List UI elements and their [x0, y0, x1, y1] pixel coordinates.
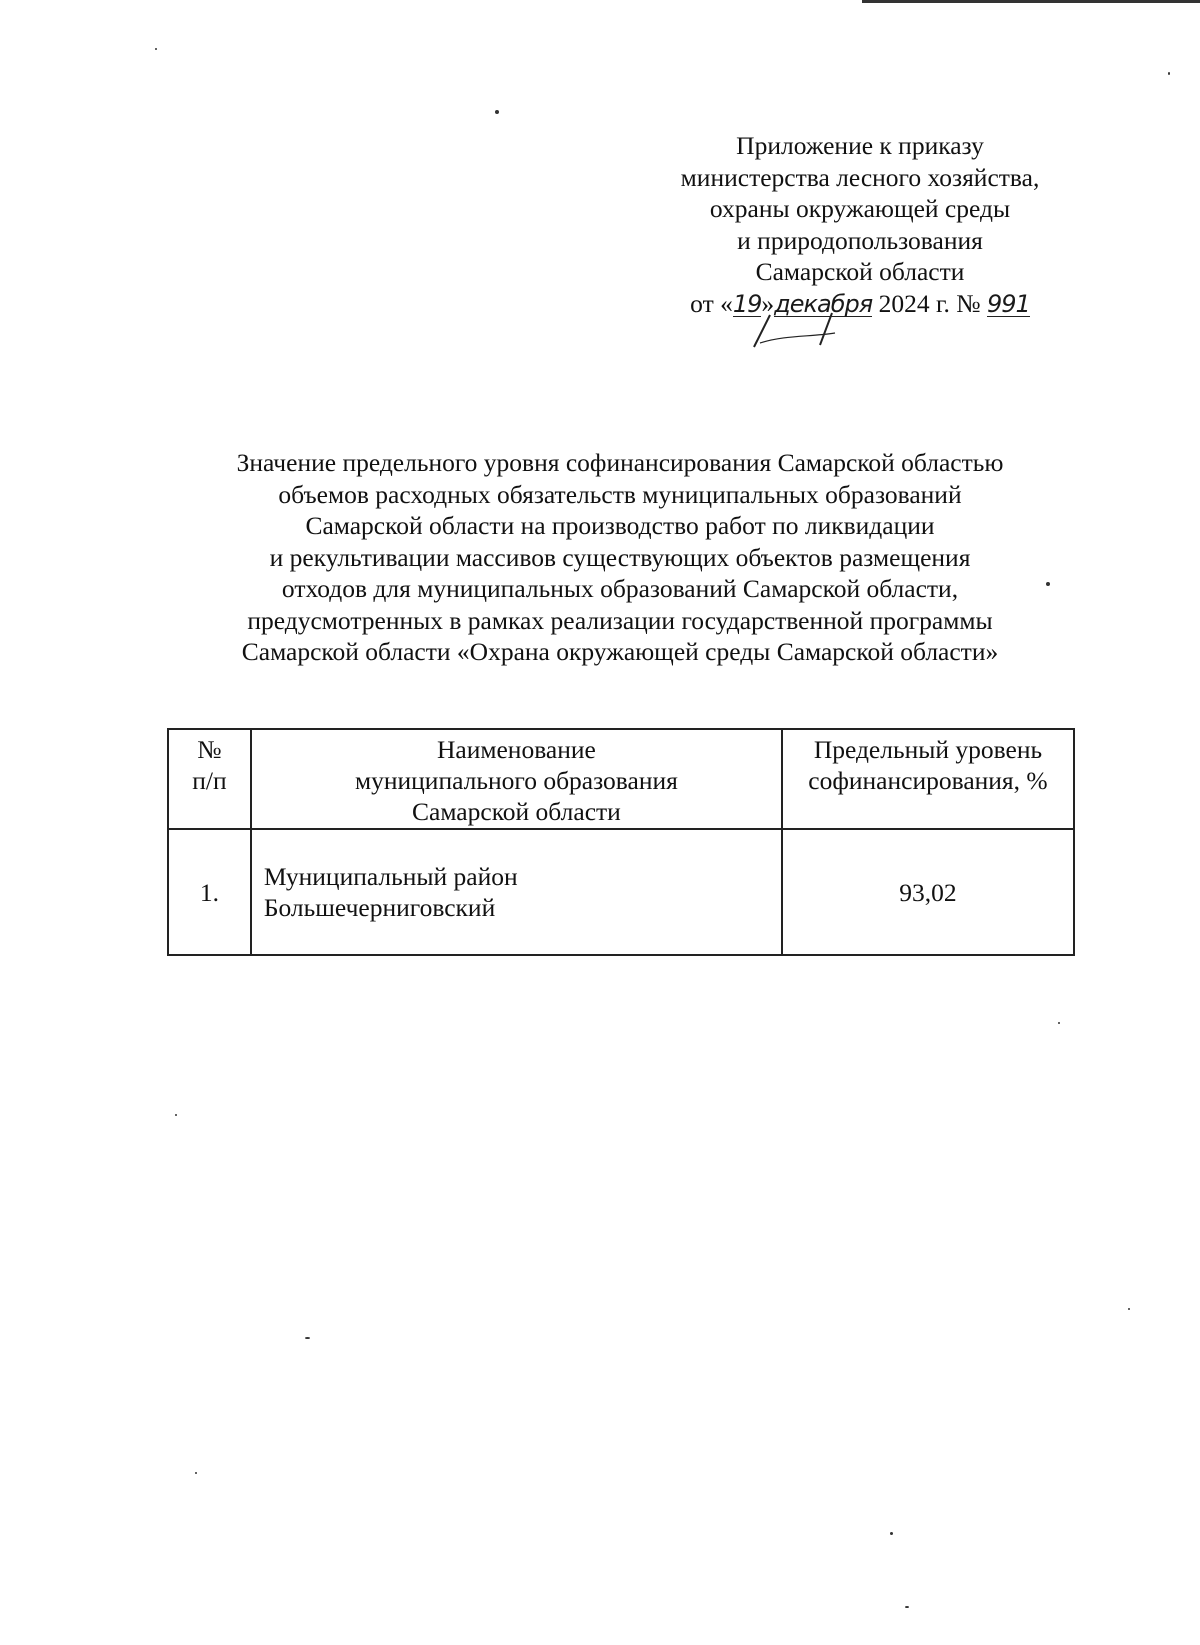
scan-speck: [495, 110, 499, 114]
scan-speck: [1058, 1022, 1060, 1024]
row-cofinancing-level: 93,02: [782, 829, 1074, 955]
header-municipality-line-2: муниципального образования: [354, 766, 678, 795]
title-line-2: объемов расходных обязательств муниципальных образований: [278, 479, 962, 509]
document-title: [180, 447, 1060, 668]
title-line-7: Самарской области «Охрана окружающей среды Самарской области»: [241, 637, 999, 666]
row-municipality-line-2: Большечерниговский: [263, 893, 496, 922]
table-row: [168, 829, 1074, 955]
scan-speck: [1168, 72, 1170, 75]
handwritten-order-number: 991: [987, 289, 1030, 318]
row-number: 1.: [168, 829, 251, 955]
appendix-line-1: Приложение к приказу: [736, 131, 984, 160]
title-line-5: отходов для муниципальных образований Самарской области,: [281, 574, 959, 603]
header-municipality: [251, 729, 782, 829]
title-line-4: и рекультивации массивов существующих объектов размещения: [269, 542, 971, 572]
row-municipality: [251, 829, 782, 955]
date-mid: »: [761, 288, 775, 318]
header-number-line-2: п/п: [192, 766, 227, 795]
title-line-3: Самарской области на производство работ по ликвидации: [305, 511, 935, 540]
header-number-line-1: №: [197, 735, 222, 764]
date-prefix: от «: [690, 288, 733, 318]
appendix-header: [640, 130, 1080, 319]
date-year: 2024 г. №: [872, 288, 987, 318]
header-cofinancing-level: [782, 729, 1074, 829]
cofinancing-table: [167, 728, 1075, 956]
handwritten-day: 19: [732, 289, 762, 318]
row-municipality-line-1: Муниципальный район: [263, 862, 518, 891]
header-level-line-1: Предельный уровень: [813, 735, 1043, 764]
title-line-6: предусмотренных в рамках реализации государственной программы: [247, 605, 993, 635]
title-line-1: Значение предельного уровня софинансирования Самарской областью: [236, 448, 1004, 477]
order-date-line: [640, 288, 1080, 320]
scan-speck: [905, 1606, 909, 1608]
scan-speck: [1046, 582, 1050, 586]
header-level-line-2: софинансирования, %: [808, 766, 1048, 795]
appendix-line-2: министерства лесного хозяйства,: [680, 162, 1040, 192]
top-border-rule: [862, 0, 1200, 3]
handwritten-month: декабря: [774, 289, 873, 318]
scan-speck: [305, 1337, 310, 1339]
appendix-line-5: Самарской области: [755, 257, 965, 286]
header-number: [168, 729, 251, 829]
handwriting-strokes: [740, 305, 860, 355]
scan-speck: [890, 1532, 893, 1535]
scan-speck: [175, 1114, 177, 1116]
header-municipality-line-1: Наименование: [436, 735, 596, 764]
scan-speck: [1128, 1308, 1130, 1310]
appendix-line-3: охраны окружающей среды: [709, 194, 1011, 223]
header-municipality-line-3: Самарской области: [412, 797, 621, 826]
appendix-line-4: и природопользования: [737, 225, 983, 255]
scan-speck: [195, 1472, 197, 1474]
table-header-row: [168, 729, 1074, 829]
scan-speck: [155, 48, 157, 50]
